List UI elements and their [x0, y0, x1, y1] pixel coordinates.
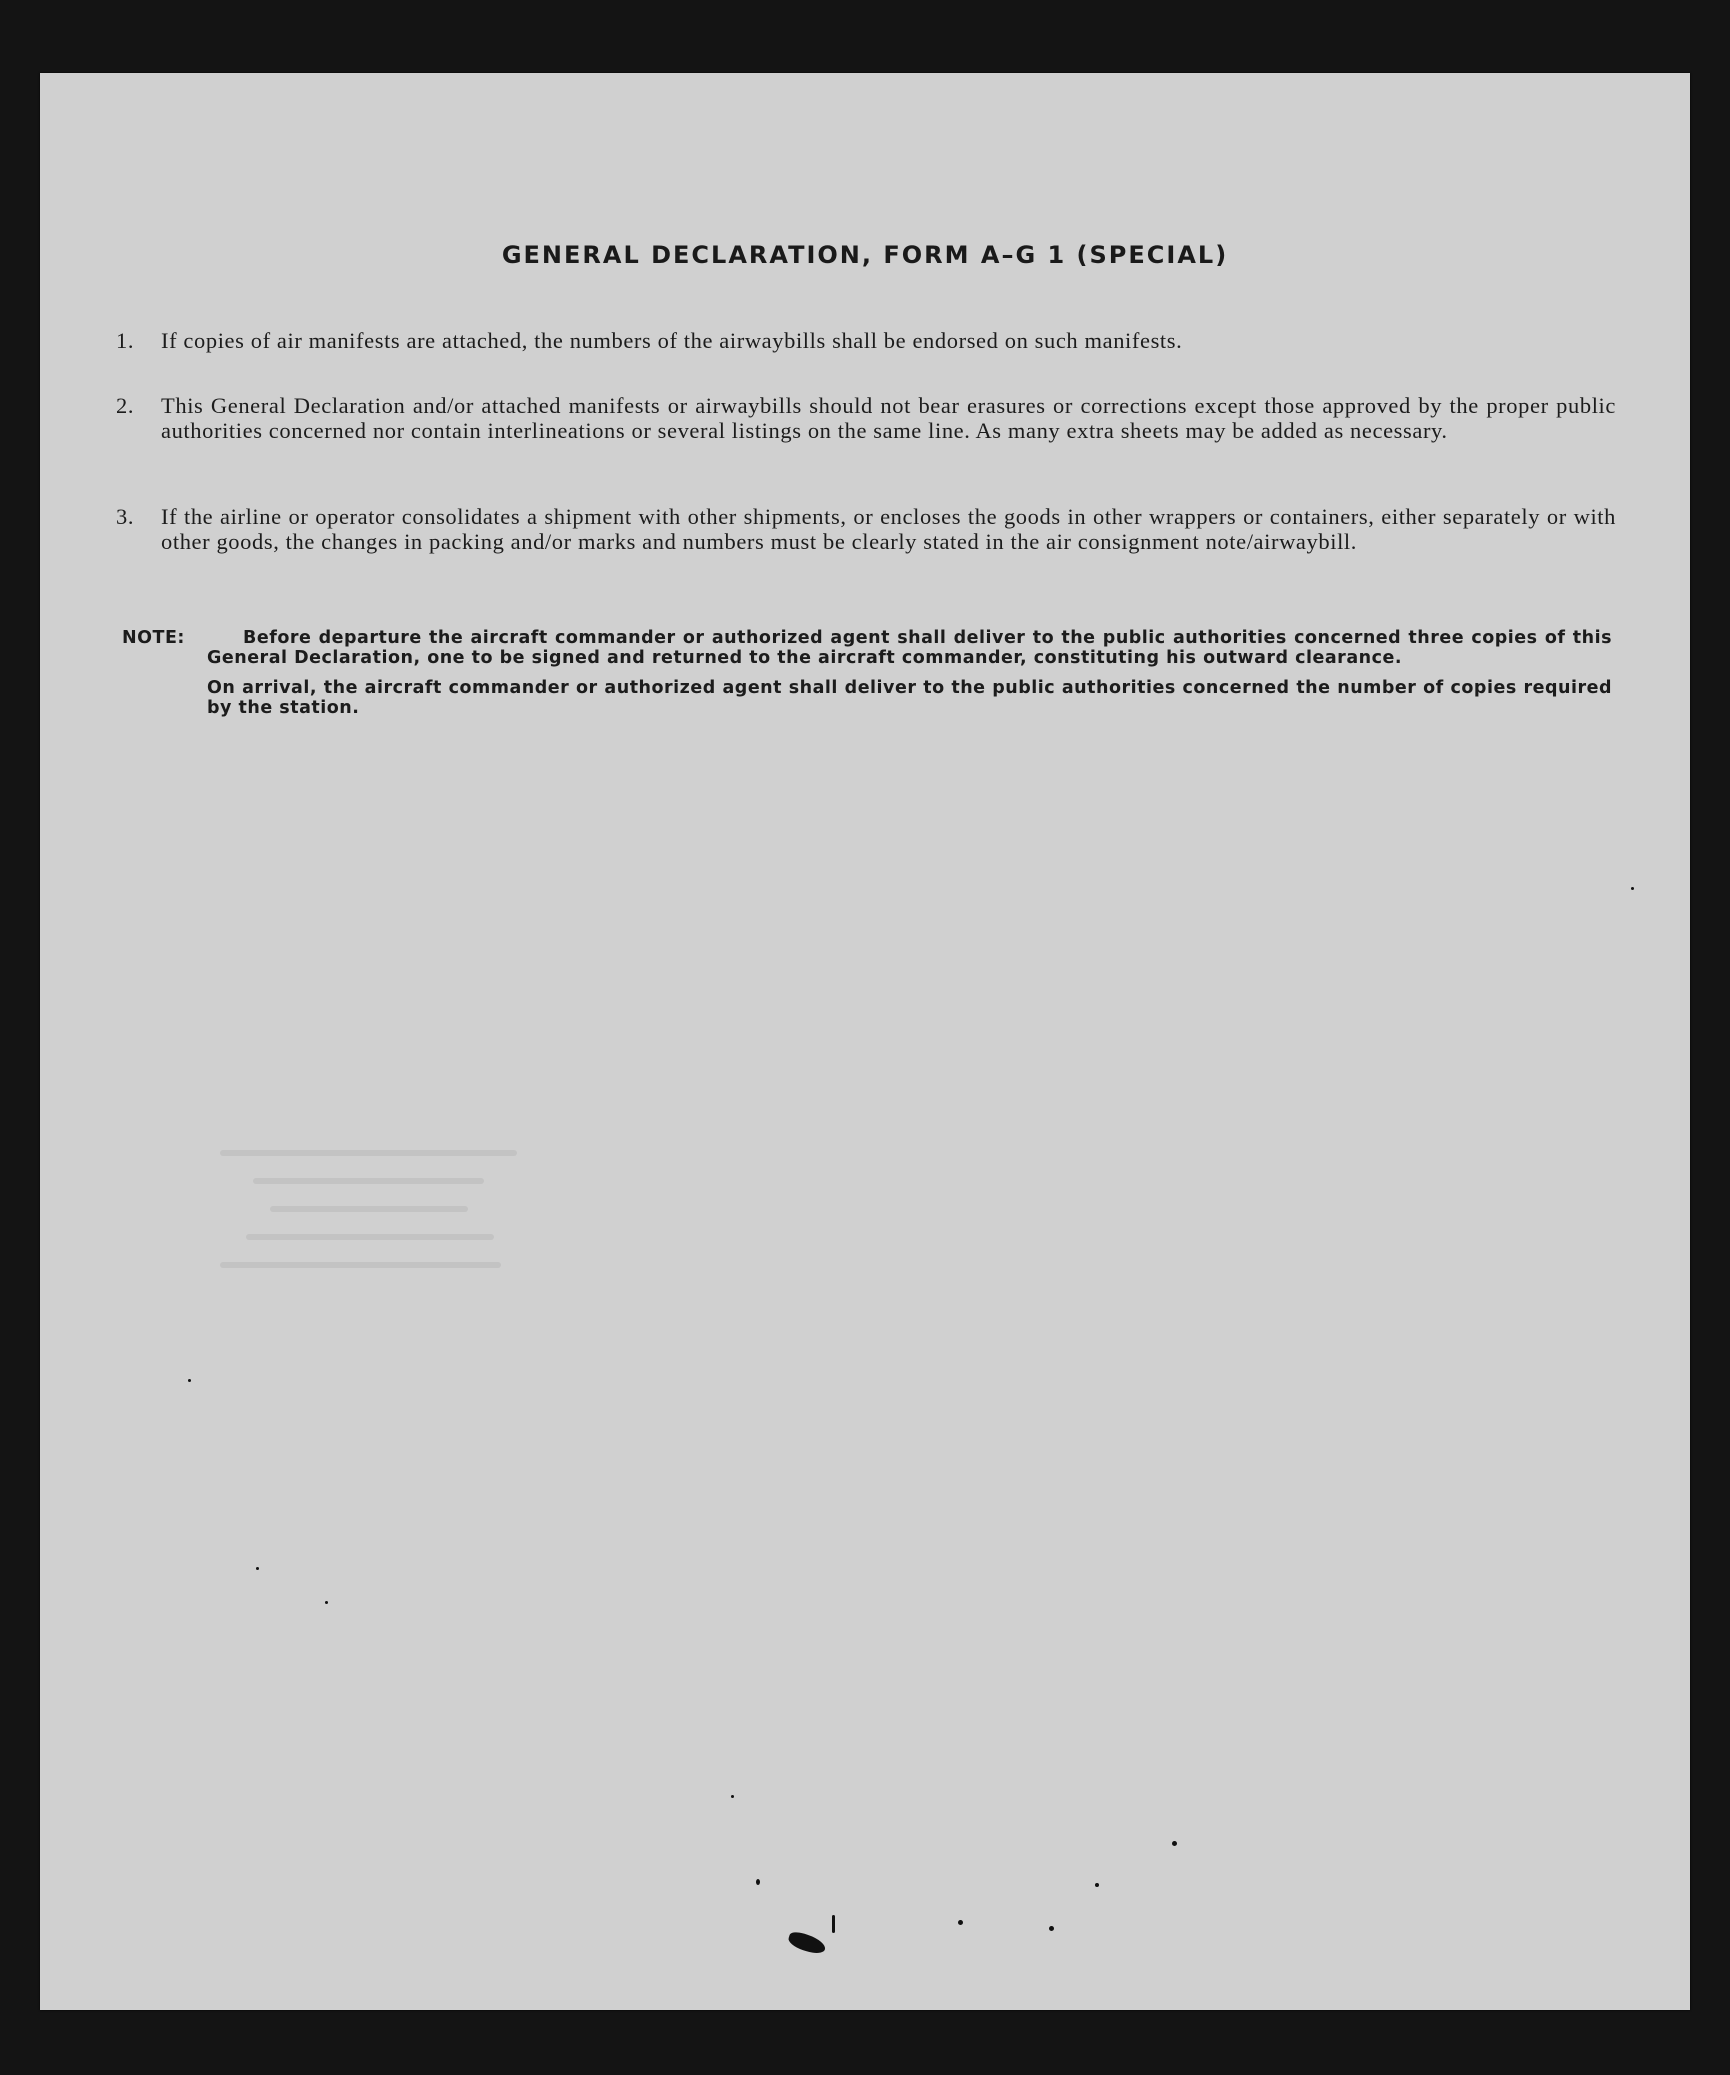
- item-text: If the airline or operator consolidates a shipment with other shipments, or encloses the goods in other wrappers or containers, either separately or with other goods, the changes in packing and/or marks and numbers must be clearly stated in the air consignment note/airwaybill.: [161, 504, 1616, 554]
- item-text: If copies of air manifests are attached, the numbers of the airwaybills shall be endorsed on such manifests.: [161, 328, 1183, 353]
- note-section: [122, 628, 1612, 718]
- dust-speck: [958, 1920, 963, 1925]
- document-page: [40, 73, 1690, 2010]
- ink-blot: [786, 1930, 827, 1957]
- dust-speck: [1172, 1841, 1177, 1846]
- instruction-item-3: [116, 504, 1616, 554]
- dust-speck: [325, 1601, 328, 1604]
- note-paragraph-arrival: On arrival, the aircraft commander or authorized agent shall deliver to the public authorities concerned the number of copies required by the station.: [207, 678, 1612, 718]
- dust-speck: [1095, 1883, 1099, 1887]
- instruction-item-2: [116, 393, 1616, 443]
- note-paragraph-departure: Before departure the aircraft commander or authorized agent shall deliver to the public authorities concerned three copies of this General Declaration, one to be signed and returned to the aircraft commander, constituting his outward clearance.: [207, 628, 1612, 668]
- note-label: NOTE:: [122, 628, 185, 648]
- dust-speck: [1631, 887, 1634, 890]
- instruction-item-1: [116, 328, 1616, 353]
- dust-speck: [256, 1567, 259, 1570]
- dust-speck: [731, 1795, 734, 1798]
- document-title: GENERAL DECLARATION, FORM A–G 1 (SPECIAL): [501, 241, 1229, 269]
- dust-speck: [1049, 1926, 1054, 1931]
- item-number: 1.: [116, 328, 135, 353]
- item-text: This General Declaration and/or attached manifests or airwaybills should not bear erasures or corrections except those approved by the proper public authorities concerned nor contain interlineations or several listings on the same line. As many extra sheets may be added as necessary.: [161, 393, 1616, 443]
- item-number: 3.: [116, 504, 135, 529]
- dust-speck: [756, 1879, 760, 1885]
- faint-bleed-through-stamp: [220, 1128, 550, 1328]
- item-number: 2.: [116, 393, 135, 418]
- dust-speck: [188, 1379, 191, 1382]
- dust-speck: [832, 1915, 835, 1933]
